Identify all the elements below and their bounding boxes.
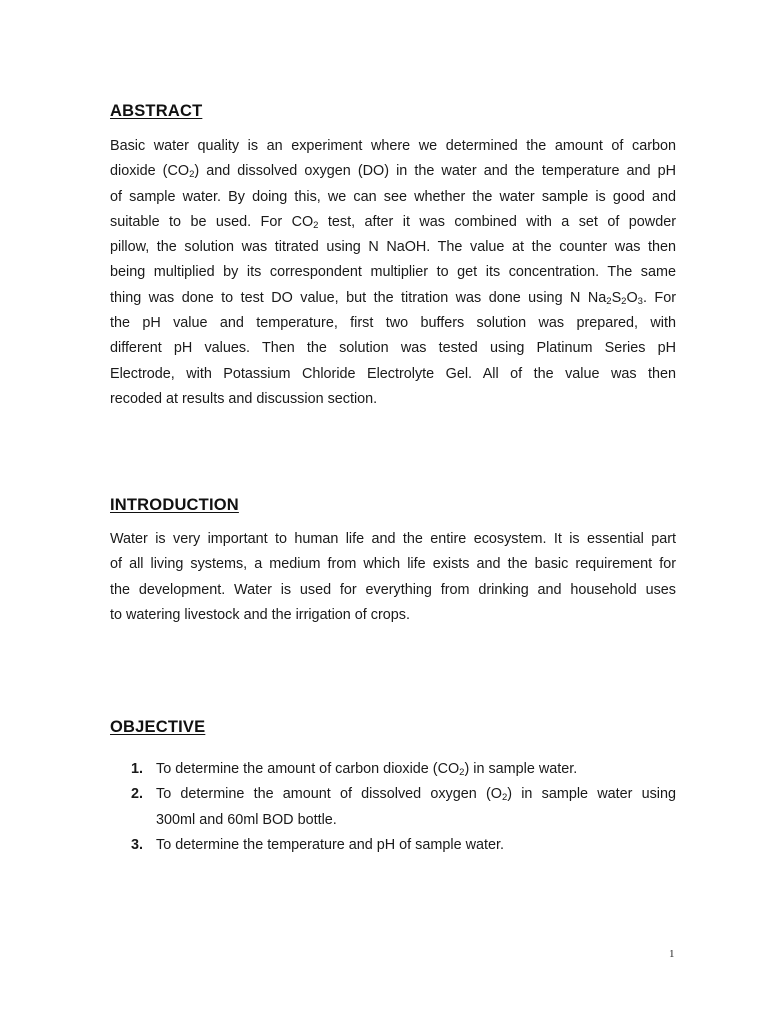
- text-line: Water is very important to human life and the entire ecosystem. It is essential part: [110, 531, 676, 547]
- text-line: Electrode, with Potassium Chloride Electrolyte Gel. All of the value was then: [110, 365, 676, 382]
- text-line: pillow, the solution was titrated using N NaOH. The value at the counter was then: [110, 239, 676, 256]
- text-line: To determine the temperature and pH of sample water.: [156, 836, 504, 853]
- introduction-paragraph: [110, 527, 676, 628]
- text-line: to watering livestock and the irrigation of crops.: [110, 606, 410, 623]
- text-line: 300ml and 60ml BOD bottle.: [156, 811, 337, 828]
- text-line: To determine the amount of carbon dioxide $(CO_2)$ in sample water.: [156, 761, 578, 778]
- objective-item: [110, 833, 676, 858]
- objective-list: [110, 757, 676, 858]
- text-line: thing was done to test DO value, but the titration was done using N $Na_2S_2O_3$. For: [110, 289, 677, 307]
- objective-item-text: [156, 757, 676, 782]
- text-line: the pH value and temperature, first two buffers solution was prepared, with: [110, 315, 676, 332]
- objective-item-number: 3.: [131, 836, 144, 853]
- text-line: To determine the amount of dissolved oxygen $(O_2)$ in sample water using: [156, 786, 677, 804]
- text-line: of sample water. By doing this, we can see whether the water sample is good and: [110, 188, 676, 205]
- objective-item-number: 2.: [131, 786, 144, 803]
- page-number: 1: [669, 948, 675, 960]
- objective-item-text: [156, 833, 676, 858]
- objective-item-text: [156, 782, 676, 833]
- objective-heading: OBJECTIVE: [110, 718, 206, 736]
- text-line: Basic water quality is an experiment where we determined the amount of carbon: [110, 138, 676, 154]
- text-line: being multiplied by its correspondent multiplier to get its concentration. The same: [110, 264, 676, 281]
- objective-item: [110, 782, 676, 833]
- objective-item: [110, 757, 676, 782]
- text-line: of all living systems, a medium from which life exists and the basic requirement for: [110, 556, 676, 573]
- abstract-heading: ABSTRACT: [110, 102, 203, 120]
- objective-item-number: 1.: [131, 761, 144, 777]
- text-line: dioxide $(CO_2)$ and dissolved oxygen (DO) in the water and the temperature and pH: [110, 163, 676, 181]
- abstract-paragraph: [110, 134, 676, 412]
- introduction-heading: INTRODUCTION: [110, 496, 239, 514]
- text-line: recoded at results and discussion section.: [110, 390, 378, 407]
- text-line: different pH values. Then the solution was tested using Platinum Series pH: [110, 340, 676, 357]
- text-line: suitable to be used. For $CO_2$ test, after it was combined with a set of powder: [110, 213, 676, 231]
- text-line: the development. Water is used for everything from drinking and household uses: [110, 581, 676, 598]
